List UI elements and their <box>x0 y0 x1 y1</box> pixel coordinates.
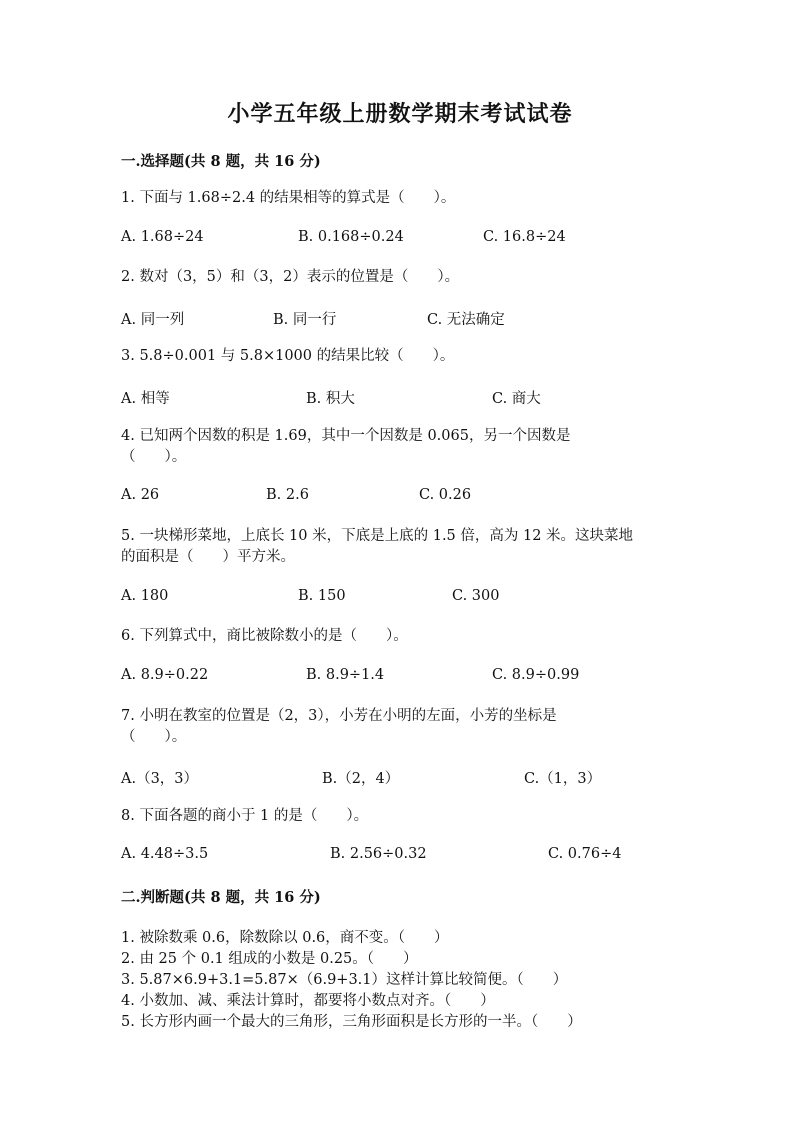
question-text: 6. 下列算式中，商比被除数小的是（ ）。 <box>121 628 408 644</box>
option-a: A. 180 <box>121 588 169 604</box>
option-c: C. 0.26 <box>419 487 472 503</box>
question-7 <box>121 706 557 748</box>
question-text-line-2: 的面积是（ ）平方米。 <box>121 549 295 565</box>
page-title: 小学五年级上册数学期末考试试卷 <box>227 101 573 127</box>
question-6 <box>121 626 408 647</box>
option-a: A. 1.68÷24 <box>121 229 204 245</box>
option-a: A. 26 <box>121 487 160 503</box>
judgment-item: 4. 小数加、减、乘法计算时，都要将小数点对齐。（ ） <box>121 993 495 1009</box>
option-c: C.（1，3） <box>524 771 602 787</box>
option-b: B. 8.9÷1.4 <box>306 667 385 683</box>
option-b: B.（2，4） <box>322 771 400 787</box>
option-c: C. 0.76÷4 <box>548 846 622 862</box>
question-8 <box>121 806 368 827</box>
question-3 <box>121 346 454 367</box>
option-b: B. 150 <box>298 588 346 604</box>
option-c: C. 无法确定 <box>427 312 505 328</box>
question-2 <box>121 267 459 288</box>
question-text: 2. 数对（3，5）和（3，2）表示的位置是（ ）。 <box>121 269 460 285</box>
question-text-line-2: （ ）。 <box>121 449 187 465</box>
judgment-item: 1. 被除数乘 0.6，除数除以 0.6，商不变。（ ） <box>121 930 449 946</box>
option-c: C. 8.9÷0.99 <box>492 667 580 683</box>
option-c: C. 16.8÷24 <box>483 229 566 245</box>
option-a: A. 4.48÷3.5 <box>121 846 209 862</box>
option-a: A. 同一列 <box>121 312 185 328</box>
question-text: 8. 下面各题的商小于 1 的是（ ）。 <box>121 808 369 824</box>
section-heading-judgment: 二.判断题(共 8 题，共 16 分) <box>121 889 321 906</box>
question-text-line-1: 7. 小明在教室的位置是（2，3），小芳在小明的左面，小芳的坐标是 <box>121 708 557 724</box>
option-b: B. 同一行 <box>273 312 337 328</box>
judgment-item: 3. 5.87×6.9+3.1=5.87×（6.9+3.1）这样计算比较简便。（ ） <box>121 972 568 988</box>
option-c: C. 商大 <box>492 391 541 407</box>
option-a: A. 相等 <box>121 391 170 407</box>
section-heading-choice: 一.选择题(共 8 题，共 16 分) <box>121 153 321 170</box>
option-a: A.（3，3） <box>121 771 199 787</box>
question-text-line-2: （ ）。 <box>121 729 187 745</box>
question-text: 3. 5.8÷0.001 与 5.8×1000 的结果比较（ ）。 <box>121 348 455 364</box>
question-text-line-1: 5. 一块梯形菜地，上底长 10 米，下底是上底的 1.5 倍，高为 12 米。这块菜地 <box>121 528 634 544</box>
option-b: B. 0.168÷0.24 <box>298 229 404 245</box>
option-a: A. 8.9÷0.22 <box>121 667 209 683</box>
judgment-item: 2. 由 25 个 0.1 组成的小数是 0.25。（ ） <box>121 951 418 967</box>
option-b: B. 2.6 <box>266 487 309 503</box>
option-b: B. 2.56÷0.32 <box>330 846 427 862</box>
judgment-item: 5. 长方形内画一个最大的三角形，三角形面积是长方形的一半。（ ） <box>121 1014 582 1030</box>
option-c: C. 300 <box>452 588 500 604</box>
question-4 <box>121 426 570 468</box>
question-text-line-1: 4. 已知两个因数的积是 1.69，其中一个因数是 0.065，另一个因数是 <box>121 428 571 444</box>
option-b: B. 积大 <box>306 391 355 407</box>
question-5 <box>121 526 633 568</box>
question-1 <box>121 188 455 209</box>
question-text: 1. 下面与 1.68÷2.4 的结果相等的算式是（ ）。 <box>121 190 456 206</box>
